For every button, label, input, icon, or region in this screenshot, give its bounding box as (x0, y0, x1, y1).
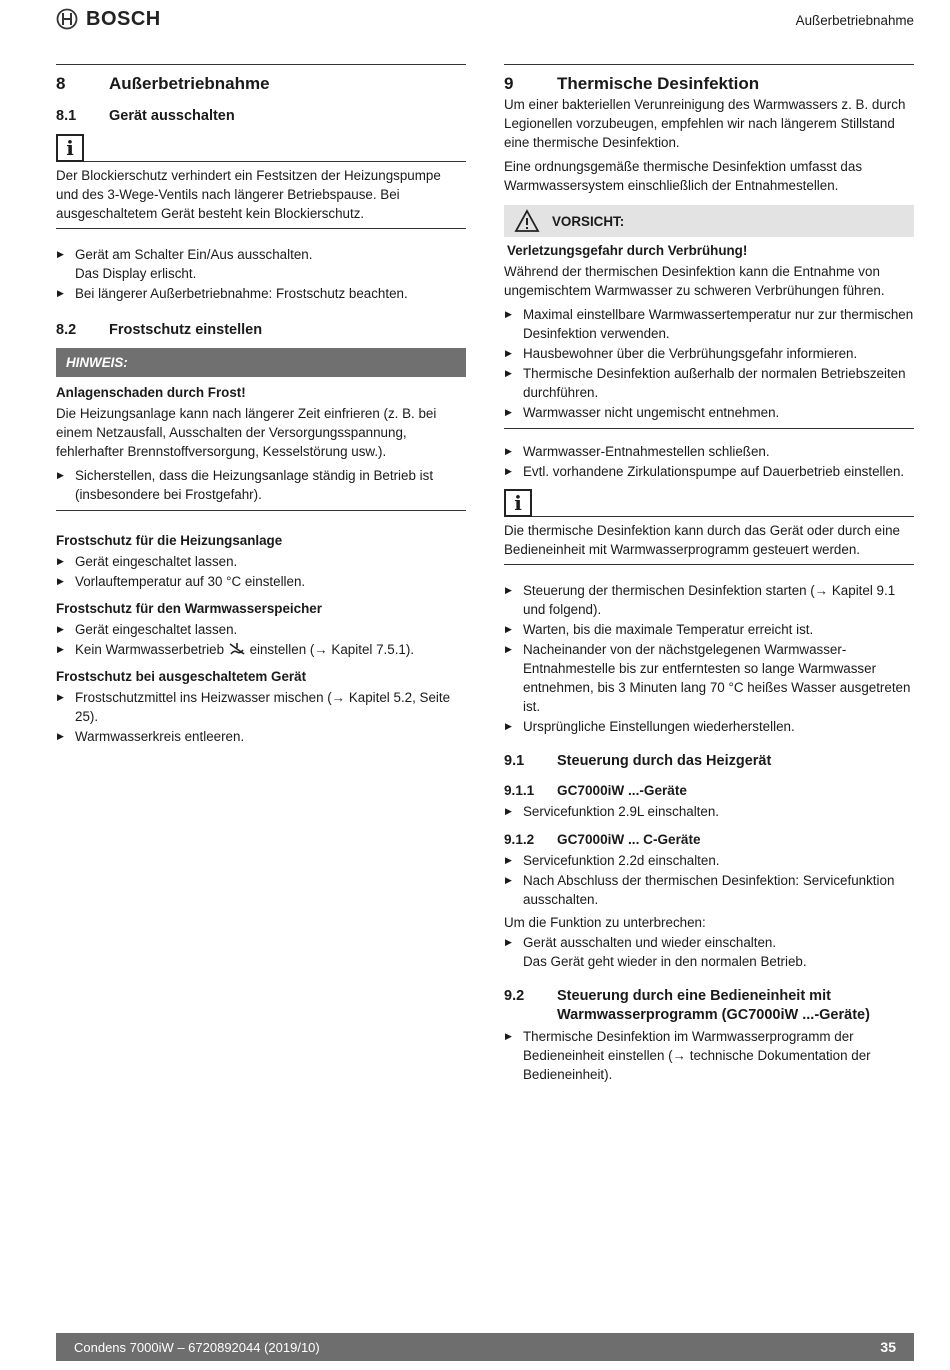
list-item: ▶ Kein Warmwasserbetrieb einstellen (→ Kapitel 7.5.1). (56, 640, 466, 659)
dhw-list (56, 620, 466, 659)
document-id: Condens 7000iW – 6720892044 (2019/10) (74, 1339, 320, 1355)
left-column (56, 64, 466, 747)
list-item: ▶ Hausbewohner über die Verbrühungsgefahr informieren. (504, 344, 914, 363)
heating-list (56, 552, 466, 591)
hint-list (56, 466, 466, 504)
hint-label: HINWEIS: (56, 348, 466, 377)
list-item: ▶ Warmwasserkreis entleeren. (56, 727, 466, 746)
heading-8: 8 Außerbetriebnahme (56, 74, 270, 93)
caution-label: VORSICHT: (552, 213, 625, 229)
list-item: ▶ Nacheinander von der nächstgelegenen Warmwasser-Entnahmestelle bis zur entferntesten so lange Warmwasser entnehmen, bis 3 Minuten lang 70 °C heißes Wasser ausgetreten ist. (504, 640, 914, 716)
info-text: Der Blockierschutz verhindert ein Festsitzen der Heizungspumpe und des 3-Wege-Ventils nach längerer Betriebspause. Bei ausgeschaltetem Gerät besteht kein Blockierschutz. (56, 168, 441, 221)
bosch-anchor-icon (56, 8, 78, 30)
heating-title: Frostschutz für die Heizungsanlage (56, 533, 283, 548)
info-icon: i (56, 134, 84, 162)
info-note-2 (504, 489, 914, 517)
list-item: ▶ Evtl. vorhandene Zirkulationspumpe auf Dauerbetrieb einstellen. (504, 462, 914, 481)
page-footer (56, 1333, 914, 1361)
brand-logo (56, 8, 161, 30)
off-title: Frostschutz bei ausgeschaltetem Gerät (56, 669, 307, 684)
page-number: 35 (880, 1338, 896, 1355)
list-9-1-2 (504, 851, 914, 909)
dhw-title: Frostschutz für den Warmwasserspeicher (56, 601, 322, 616)
list-item: ▶ Thermische Desinfektion außerhalb der normalen Betriebszeiten durchführen. (504, 364, 914, 402)
list-item: ▶ Bei längerer Außerbetriebnahme: Frostschutz beachten. (56, 284, 466, 303)
list-item: ▶ Warmwasser nicht ungemischt entnehmen. (504, 403, 914, 422)
list-item: ▶ Gerät eingeschaltet lassen. (56, 620, 466, 639)
off-list (56, 688, 466, 746)
warning-triangle-icon (514, 209, 540, 233)
caution-list (504, 305, 914, 422)
heading-8-2: 8.2 Frostschutz einstellen (56, 322, 263, 338)
list-item: ▶ Servicefunktion 2.2d einschalten. (504, 851, 914, 870)
hot-water-off-icon (228, 642, 246, 656)
list-item: ▶ Thermische Desinfektion im Warmwasserprogramm der Bedieneinheit einstellen (→ technische Dokumentation der Bedieneinheit). (504, 1027, 914, 1084)
info-note (56, 134, 466, 162)
hint-text: Die Heizungsanlage kann nach längerer Zeit einfrieren (z. B. bei einem Netzausfall, Ausschalten der Versorgungsspannung, fehlerhafter Brennstoffversorgung, Kesselstörung usw.). (56, 406, 437, 459)
list-9-2 (504, 1027, 914, 1084)
interrupt-list (504, 933, 914, 971)
interrupt-text: Um die Funktion zu unterbrechen: (504, 915, 706, 930)
heading-9-1-1: 9.1.1 GC7000iW ...-Geräte (504, 783, 687, 798)
intro-paragraph: Um einer bakteriellen Verunreinigung des Warmwassers z. B. durch Legionellen vorzubeugen, empfehlen wir nach längerem Stillstand eine thermische Desinfektion. (504, 97, 906, 150)
list-item: ▶ Servicefunktion 2.9L einschalten. (504, 802, 914, 821)
heading-8-1: 8.1 Gerät ausschalten (56, 108, 235, 124)
intro-paragraph-2: Eine ordnungsgemäße thermische Desinfektion umfasst das Warmwassersystem einschließlich der Entnahmestellen. (504, 159, 863, 193)
shutdown-steps (56, 245, 466, 303)
heading-9-2: 9.2 Steuerung durch eine Bedieneinheit mit Warmwasserprogramm (GC7000iW ...-Geräte) (504, 988, 870, 1023)
info-icon: i (504, 489, 532, 517)
right-column (504, 64, 914, 1085)
info-text-2: Die thermische Desinfektion kann durch das Gerät oder durch eine Bedieneinheit mit Warmwasserprogramm gesteuert werden. (504, 523, 900, 557)
list-item: ▶ Nach Abschluss der thermischen Desinfektion: Servicefunktion ausschalten. (504, 871, 914, 909)
running-header: Außerbetriebnahme (795, 13, 914, 28)
list-item: ▶ Warten, bis die maximale Temperatur erreicht ist. (504, 620, 914, 639)
disinfection-steps (504, 581, 914, 736)
list-item: ▶ Frostschutzmittel ins Heizwasser mischen (→ Kapitel 5.2, Seite 25). (56, 688, 466, 726)
brand-name: BOSCH (86, 7, 161, 30)
list-item: ▶ Gerät ausschalten und wieder einschalten. Das Gerät geht wieder in den normalen Betrieb. (504, 933, 914, 971)
caution-title: Verletzungsgefahr durch Verbrühung! (507, 243, 748, 258)
list-item: ▶ Warmwasser-Entnahmestellen schließen. (504, 442, 914, 461)
heading-9-1: 9.1 Steuerung durch das Heizgerät (504, 753, 772, 769)
list-item: ▶ Vorlauftemperatur auf 30 °C einstellen. (56, 572, 466, 591)
list-item: ▶ Sicherstellen, dass die Heizungsanlage ständig in Betrieb ist (insbesondere bei Frostgefahr). (56, 466, 466, 504)
list-9-1-1 (504, 802, 914, 821)
heading-9-1-2: 9.1.2 GC7000iW ... C-Geräte (504, 832, 701, 847)
list-item: ▶ Gerät eingeschaltet lassen. (56, 552, 466, 571)
preparation-list (504, 442, 914, 481)
caution-text: Während der thermischen Desinfektion kann die Entnahme von ungemischtem Warmwasser zu schweren Verbrühungen führen. (504, 264, 885, 298)
list-item: ▶ Gerät am Schalter Ein/Aus ausschalten. Das Display erlischt. (56, 245, 466, 283)
list-item: ▶ Steuerung der thermischen Desinfektion starten (→ Kapitel 9.1 und folgend). (504, 581, 914, 619)
list-item: ▶ Ursprüngliche Einstellungen wiederherstellen. (504, 717, 914, 736)
heading-9: 9 Thermische Desinfektion (504, 74, 760, 93)
hint-title: Anlagenschaden durch Frost! (56, 385, 246, 400)
list-item: ▶ Maximal einstellbare Warmwassertemperatur nur zur thermischen Desinfektion verwenden. (504, 305, 914, 343)
caution-bar (504, 205, 914, 237)
